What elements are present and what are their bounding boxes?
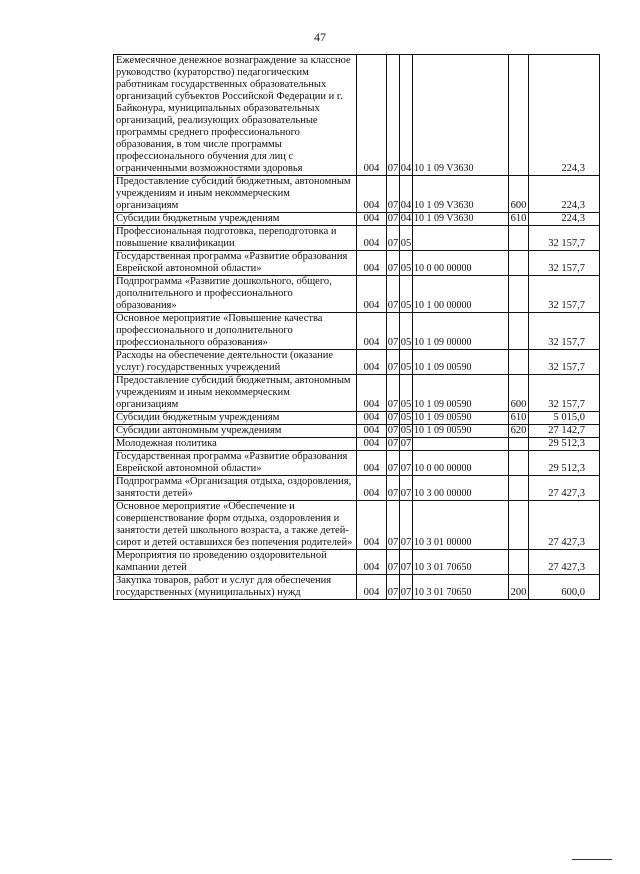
- expense-type-code: [509, 550, 529, 575]
- expense-type-code: 600: [509, 176, 529, 213]
- admin-code: 004: [357, 313, 387, 350]
- admin-code: 004: [357, 350, 387, 375]
- expense-type-code: [509, 226, 529, 251]
- table-row: [114, 375, 600, 412]
- admin-code: 004: [357, 213, 387, 226]
- table-row: [114, 550, 600, 575]
- amount: 32 157,7: [529, 350, 600, 375]
- section-code: 07: [387, 425, 399, 436]
- table-row: [114, 425, 600, 438]
- expense-type-code: 610: [509, 412, 529, 425]
- amount: 29 512,3: [529, 451, 600, 476]
- section-code: 07: [387, 476, 400, 501]
- subsection-code: 05: [400, 350, 413, 375]
- amount: 27 427,3: [529, 550, 600, 575]
- target-article-code: 10 1 09 00590: [413, 350, 509, 375]
- subsection-code: 04: [400, 176, 413, 213]
- expense-type-code: [509, 451, 529, 476]
- expense-type-code: [509, 476, 529, 501]
- row-name: Ежемесячное денежное вознаграждение за классное руководство (кураторство) педагогическим работникам государственных образовательных организаций субъектов Российской Федерации и г. Байконура, муниципальных образовательных организаций, реализующих образовательные программы среднего профессионального образования, в том числе программы профессионального обучения для лиц с ограниченными возможностями здоровья: [114, 55, 357, 176]
- page-number: 47: [314, 30, 326, 44]
- admin-code: 004: [357, 251, 387, 276]
- budget-table: [113, 54, 600, 600]
- expense-type-code: [509, 313, 529, 350]
- amount: 32 157,7: [529, 226, 600, 251]
- table-row: [114, 451, 600, 476]
- row-name: Подпрограмма «Организация отдыха, оздоровления, занятости детей»: [114, 476, 357, 501]
- row-name: Основное мероприятие «Повышение качества профессионального и дополнительного профессионального образования»: [114, 313, 357, 350]
- row-name: Субсидии бюджетным учреждениям: [114, 412, 357, 425]
- row-name: Основное мероприятие «Обеспечение и совершенствование форм отдыха, оздоровления и занятости детей школьного возраста, а также детей-сирот и детей оставшихся без попечения родителей»: [114, 501, 357, 550]
- target-article-code: 10 1 09 00590: [413, 425, 509, 438]
- target-article-code: 10 1 09 00590: [413, 375, 509, 412]
- footer-rule: [572, 859, 612, 860]
- section-code: 07: [387, 451, 400, 476]
- admin-code: 004: [357, 412, 387, 425]
- section-code: 07: [387, 350, 400, 375]
- section-code: 07: [387, 226, 400, 251]
- table-row: [114, 176, 600, 213]
- amount: 29 512,3: [529, 438, 600, 451]
- subsection-code: 05: [400, 276, 413, 313]
- subsection-code: 07: [400, 438, 412, 449]
- amount: 27 427,3: [529, 476, 600, 501]
- amount: 32 157,7: [529, 313, 600, 350]
- expense-type-code: 200: [509, 575, 529, 600]
- target-article-code: 10 3 01 70650: [413, 550, 509, 575]
- amount: 32 157,7: [529, 251, 600, 276]
- subsection-code: 07: [400, 575, 413, 600]
- subsection-code: 04: [400, 55, 413, 176]
- admin-code: 004: [357, 226, 387, 251]
- subsection-code: 05: [400, 313, 413, 350]
- expense-type-code: [509, 501, 529, 550]
- table-row: [114, 412, 600, 425]
- subsection-code: 04: [400, 213, 412, 224]
- section-code: 07: [387, 55, 400, 176]
- target-article-code: 10 3 01 00000: [413, 501, 509, 550]
- admin-code: 004: [357, 276, 387, 313]
- admin-code: 004: [357, 476, 387, 501]
- target-article-code: [413, 226, 509, 251]
- section-code: 07: [387, 412, 399, 423]
- expense-type-code: 610: [509, 213, 529, 226]
- row-name: Закупка товаров, работ и услуг для обеспечения государственных (муниципальных) нужд: [114, 575, 357, 600]
- target-article-code: 10 1 09 00590: [413, 412, 509, 425]
- subsection-code: 07: [400, 550, 413, 575]
- target-article-code: 10 1 09 V3630: [413, 55, 509, 176]
- section-code: 07: [387, 550, 400, 575]
- target-article-code: 10 1 09 00000: [413, 313, 509, 350]
- section-code: 07: [387, 575, 400, 600]
- row-name: Предоставление субсидий бюджетным, автономным учреждениям и иным некоммерческим организациям: [114, 375, 357, 412]
- row-name: Предоставление субсидий бюджетным, автономным учреждениям и иным некоммерческим организациям: [114, 176, 357, 213]
- target-article-code: 10 0 00 00000: [413, 451, 509, 476]
- table-row: [114, 501, 600, 550]
- amount: 32 157,7: [529, 375, 600, 412]
- subsection-code: 05: [400, 251, 413, 276]
- amount: 32 157,7: [529, 276, 600, 313]
- table-row: [114, 251, 600, 276]
- row-name: Субсидии автономным учреждениям: [114, 425, 357, 438]
- target-article-code: 10 3 00 00000: [413, 476, 509, 501]
- table-row: [114, 350, 600, 375]
- row-name: Государственная программа «Развитие образования Еврейской автономной области»: [114, 251, 357, 276]
- expense-type-code: 620: [509, 425, 529, 438]
- table-row: [114, 313, 600, 350]
- subsection-code: 05: [400, 375, 413, 412]
- subsection-code: 07: [400, 451, 413, 476]
- admin-code: 004: [357, 425, 387, 438]
- target-article-code: 10 1 09 V3630: [413, 176, 509, 213]
- section-code: 07: [387, 501, 400, 550]
- section-code: 07: [387, 276, 400, 313]
- target-article-code: 10 1 09 V3630: [413, 213, 509, 226]
- table-row: [114, 476, 600, 501]
- row-name: Молодежная политика: [114, 438, 357, 451]
- table-row: [114, 213, 600, 226]
- subsection-code: 05: [400, 425, 412, 436]
- admin-code: 004: [357, 501, 387, 550]
- section-code: 07: [387, 251, 400, 276]
- expense-type-code: [509, 251, 529, 276]
- amount: 224,3: [529, 213, 600, 226]
- expense-type-code: 600: [509, 375, 529, 412]
- row-name: Государственная программа «Развитие образования Еврейской автономной области»: [114, 451, 357, 476]
- amount: 27 142,7: [529, 425, 600, 438]
- row-name: Субсидии бюджетным учреждениям: [114, 213, 357, 226]
- amount: 224,3: [529, 176, 600, 213]
- expense-type-code: [509, 350, 529, 375]
- amount: 600,0: [529, 575, 600, 600]
- row-name: Подпрограмма «Развитие дошкольного, общего, дополнительного и профессионального образования»: [114, 276, 357, 313]
- section-code: 07: [387, 375, 400, 412]
- table-row: [114, 55, 600, 176]
- section-code: 07: [387, 313, 400, 350]
- amount: 224,3: [529, 55, 600, 176]
- subsection-code: 07: [400, 501, 413, 550]
- row-name: Расходы на обеспечение деятельности (оказание услуг) государственных учреждений: [114, 350, 357, 375]
- row-name: Профессиональная подготовка, переподготовка и повышение квалификации: [114, 226, 357, 251]
- target-article-code: 10 1 00 00000: [413, 276, 509, 313]
- expense-type-code: [509, 438, 529, 451]
- target-article-code: [413, 438, 509, 451]
- admin-code: 004: [357, 176, 387, 213]
- admin-code: 004: [357, 55, 387, 176]
- subsection-code: 05: [400, 412, 412, 423]
- admin-code: 004: [357, 550, 387, 575]
- expense-type-code: [509, 276, 529, 313]
- admin-code: 004: [357, 438, 387, 451]
- target-article-code: 10 3 01 70650: [413, 575, 509, 600]
- section-code: 07: [387, 213, 399, 224]
- table-row: [114, 575, 600, 600]
- subsection-code: 05: [400, 226, 413, 251]
- admin-code: 004: [357, 451, 387, 476]
- target-article-code: 10 0 00 00000: [413, 251, 509, 276]
- expense-type-code: [509, 55, 529, 176]
- subsection-code: 07: [400, 476, 413, 501]
- admin-code: 004: [357, 575, 387, 600]
- table-row: [114, 438, 600, 451]
- table-row: [114, 276, 600, 313]
- section-code: 07: [387, 438, 399, 449]
- table-row: [114, 226, 600, 251]
- amount: 27 427,3: [529, 501, 600, 550]
- admin-code: 004: [357, 375, 387, 412]
- row-name: Мероприятия по проведению оздоровительной кампании детей: [114, 550, 357, 575]
- table-body: [114, 55, 600, 600]
- amount: 5 015,0: [529, 412, 600, 425]
- section-code: 07: [387, 176, 400, 213]
